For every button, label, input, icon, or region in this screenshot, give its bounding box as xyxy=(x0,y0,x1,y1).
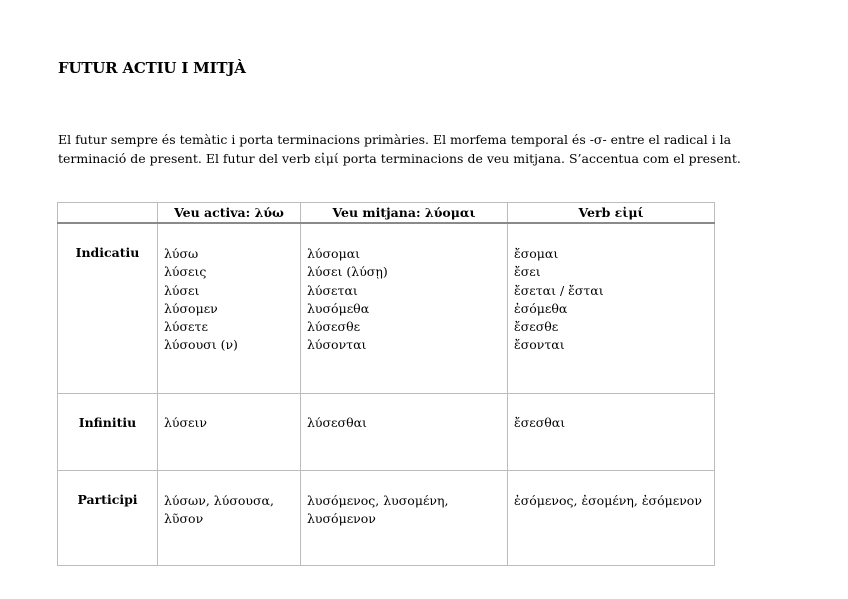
header-empty xyxy=(58,203,158,224)
row-label-participi: Participi xyxy=(58,471,158,566)
table-row-participi xyxy=(58,471,715,566)
header-verb-eimi: Verb εἰμί xyxy=(508,203,715,224)
form: ἔσεσθε xyxy=(514,319,559,335)
cell-participi-eimi xyxy=(508,471,715,566)
cell-participi-mitjana xyxy=(301,471,508,566)
intro-line-1: El futur sempre és temàtic i porta terminacions primàries. El morfema temporal és -σ- entre el radical i la xyxy=(58,132,732,147)
cell-infinitiu-activa: λύσειν xyxy=(158,394,301,471)
form: λύσων, λύσουσα, xyxy=(164,493,274,508)
row-label-infinitiu: Infinitiu xyxy=(58,394,158,471)
header-veu-activa: Veu activa: λύω xyxy=(158,203,301,224)
form: ἐσόμεθα xyxy=(514,300,568,316)
form: ἐσόμενος, ἐσομένη, ἐσόμενον xyxy=(514,493,702,508)
form: λύσει (λύσῃ) xyxy=(307,264,388,280)
form: λύσω xyxy=(164,246,199,261)
table-header-row xyxy=(58,203,715,224)
form: λύσετε xyxy=(164,319,208,335)
table-row-indicatiu xyxy=(58,223,715,394)
page-title: FUTUR ACTIU I MITJÀ xyxy=(58,59,246,77)
form: ἔσει xyxy=(514,264,541,280)
form: λυσόμεθα xyxy=(307,300,370,316)
cell-indicatiu-activa xyxy=(158,223,301,394)
form: λύσομεν xyxy=(164,300,218,316)
form: λύσεται xyxy=(307,282,358,298)
cell-infinitiu-eimi: ἔσεσθαι xyxy=(508,394,715,471)
header-veu-mitjana: Veu mitjana: λύομαι xyxy=(301,203,508,224)
intro-line-2: terminació de present. El futur del verb εἰμί porta terminacions de veu mitjana. S’accentua com el present. xyxy=(58,151,741,166)
cell-indicatiu-mitjana xyxy=(301,223,508,394)
cell-indicatiu-eimi xyxy=(508,223,715,394)
conjugation-table xyxy=(57,202,715,566)
form: λύσομαι xyxy=(307,246,361,261)
cell-infinitiu-mitjana: λύσεσθαι xyxy=(301,394,508,471)
form: λύσει xyxy=(164,282,200,298)
form: λύσεις xyxy=(164,264,207,280)
form: λύσονται xyxy=(307,337,367,353)
form: ἔσομαι xyxy=(514,246,559,261)
form: ἔσεται / ἔσται xyxy=(514,282,604,298)
form: ἔσονται xyxy=(514,337,565,353)
form: λυσόμενον xyxy=(307,511,376,527)
table-row-infinitiu xyxy=(58,394,715,471)
form: λυσόμενος, λυσομένη, xyxy=(307,493,449,508)
cell-participi-activa xyxy=(158,471,301,566)
row-label-indicatiu: Indicatiu xyxy=(58,223,158,394)
form: λῦσον xyxy=(164,511,204,527)
form: λύσεσθε xyxy=(307,319,361,335)
intro-paragraph xyxy=(58,130,798,168)
form: λύσουσι (ν) xyxy=(164,337,238,353)
